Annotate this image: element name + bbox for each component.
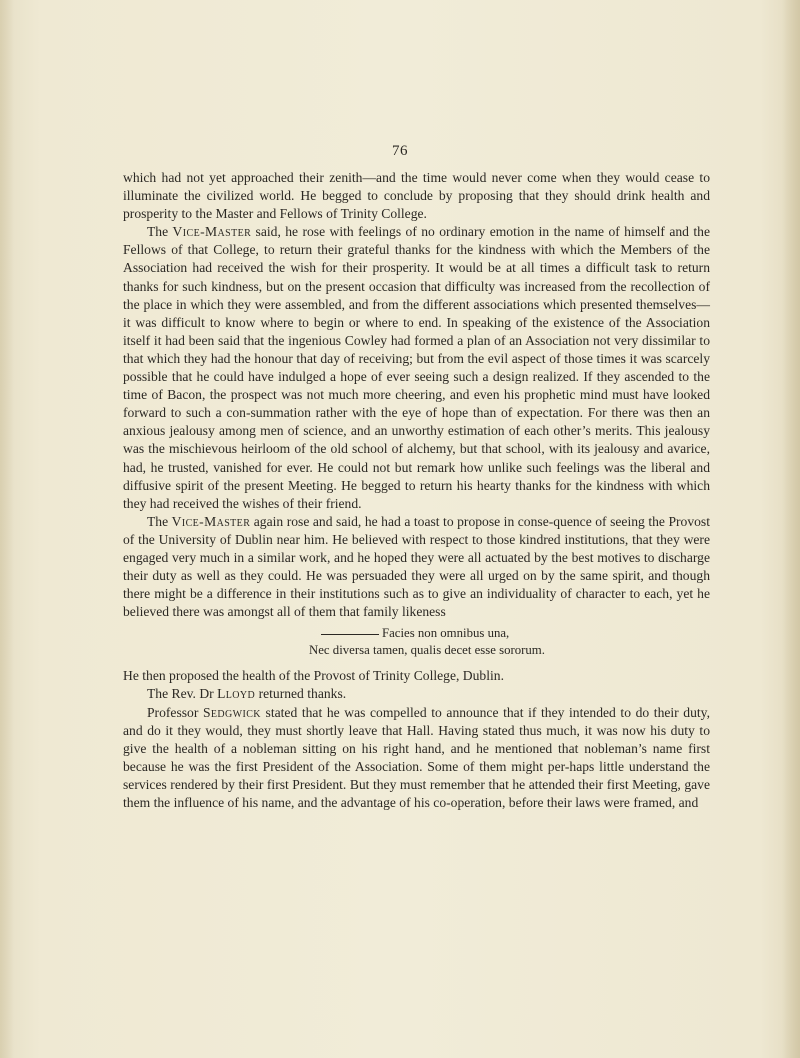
paragraph-p1	[123, 169, 710, 223]
paragraph-p6	[123, 704, 710, 813]
paragraph-text: again rose and said, he had a toast to propose in conse-quence of seeing the Provost of the University of Dublin near him. He believed with respect to those kindred institutions, that they were engaged very much in a similar work, and he hoped they were all actuated by the best motives to discharge their duty as well as they could. He was persuaded they were all urged on by the same spirit, and though there might be a difference in their institutions such as to give an individuality of character to each, yet he believed there was amongst all of them that family likeness	[123, 513, 710, 620]
paragraph-text: The Rev. Dr	[147, 686, 218, 702]
paragraph-text: Professor	[147, 704, 203, 720]
paragraph-p3	[123, 513, 710, 622]
speaker-name: Vice-Master	[172, 224, 252, 240]
quote-line-2: Nec diversa tamen, qualis decet esse sororum.	[309, 643, 545, 658]
paragraph-p2	[123, 223, 710, 513]
verse-quotation	[123, 625, 710, 659]
paragraph-text: said, he rose with feelings of no ordinary emotion in the name of himself and the Fellows of that College, to return their grateful thanks for the kindness with which the Members of the Association had received the wish for their prosperity. It would be at all times a difficult task to return thanks for such kindness, but on the present occasion that difficulty was increased from the recollection of the place in which they were assembled, and from the different associations which presented themselves—it was difficult to know where to begin or where to end. In speaking of the existence of the Association itself it had been said that the ingenious Cowley had formed a plan of an Association not very dissimilar to that which they had the honour that day of receiving; but from the evil aspect of those times it was scarcely possible that he could have indulged a hope of ever seeing such a design realized. If they ascended to the time of Bacon, the prospect was not much more cheering, and even his prophetic mind must have looked forward to such a con-summation rather with the eye of hope than of expectation. For there was then an anxious jealousy among men of science, and an unworthy estimation of each other’s merits. This jealousy was the mischievous heirloom of the old school of alchemy, but that school, with its jealousy and avarice, had, he trusted, vanished for ever. He could not but remark how unlike such feelings was the liberal and diffusive spirit of the present Meeting. He begged to return his hearty thanks for the kindness with which they had received the wishes of their friend.	[123, 224, 710, 511]
speaker-name: Lloyd	[217, 686, 256, 702]
paragraph-text: returned thanks.	[255, 686, 347, 702]
paragraph-text: He then proposed the health of the Provost of Trinity College, Dublin.	[123, 668, 504, 684]
page-number: 76	[392, 143, 408, 159]
body-text	[123, 169, 710, 812]
paragraphs-before-quote	[123, 169, 710, 621]
paragraph-text: The	[147, 513, 172, 529]
paragraph-text: stated that he was compelled to announce that if they intended to do their duty, and do it they would, they must shortly leave that Hall. Having stated thus much, it was now his duty to give the health of a nobleman sitting on his right hand, and he mentioned that nobleman’s name first because he was the first President of the Association. Some of them might per-haps little understand the services rendered by their first President. But they must remember that he attended their first Meeting, gave them the influence of his name, and the advantage of his co-operation, before their laws were framed, and	[123, 704, 710, 810]
speaker-name: Vice-Master	[171, 513, 251, 529]
paragraph-p5	[123, 685, 710, 703]
paragraph-text: The	[147, 224, 173, 240]
speaker-name: Sedgwick	[202, 704, 261, 720]
paragraphs-after-quote	[123, 667, 710, 812]
quote-line-1-text: Facies non omnibus una,	[382, 626, 510, 641]
paragraph-p4	[123, 667, 710, 685]
paragraph-text: which had not yet approached their zenith—and the time would never come when they would cease to illuminate the civilized world. He begged to conclude by proposing that they should drink health and prosperity to the Master and Fellows of Trinity College.	[123, 170, 710, 222]
quote-dash-rule	[321, 634, 379, 635]
quote-line-1	[123, 625, 710, 642]
